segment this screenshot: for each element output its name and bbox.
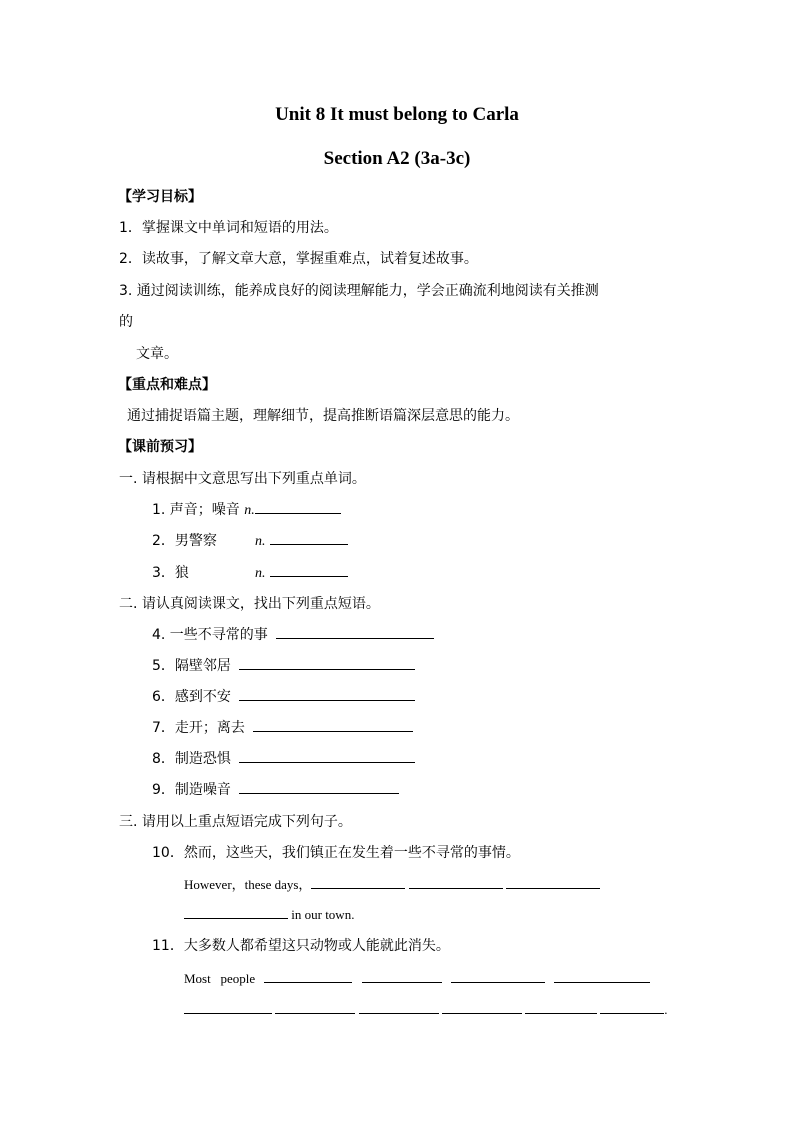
answer-blank[interactable] (600, 999, 664, 1014)
answer-blank[interactable] (255, 499, 341, 514)
page-subtitle: Section A2 (3a-3c) (323, 148, 471, 169)
goal-item-2: 2．读故事，了解文章大意，掌握重难点，试着复述故事。 (119, 251, 478, 267)
goal-item-3: 3. 通过阅读训练，能养成良好的阅读理解能力，学会正确流利地阅读有关推测 (119, 283, 599, 299)
answer-blank[interactable] (270, 562, 348, 577)
goals-heading: 【学习目标】 (118, 189, 202, 205)
preview-heading: 【课前预习】 (118, 439, 202, 455)
phrase-label: 8．制造恐惧 (152, 751, 231, 767)
phrase-label: 5．隔壁邻居 (152, 658, 231, 674)
answer-blank[interactable] (362, 968, 442, 983)
phrase-label: 6．感到不安 (152, 689, 231, 705)
word-label: 1. 声音；噪音 (152, 502, 240, 518)
answer-blank[interactable] (275, 999, 355, 1014)
answer-blank[interactable] (253, 717, 413, 732)
part1-instruction: 一. 请根据中文意思写出下列重点单词。 (119, 471, 366, 487)
answer-blank[interactable] (451, 968, 545, 983)
answer-blank[interactable] (409, 874, 503, 889)
phrase-item-9 (152, 779, 399, 799)
goal-item-3-wrap: 的 (119, 314, 133, 330)
q11-prompt: 11．大多数人都希望这只动物或人能就此消失。 (152, 938, 450, 954)
answer-blank[interactable] (506, 874, 600, 889)
word-item-3 (152, 562, 348, 582)
phrase-item-7 (152, 717, 413, 737)
phrase-item-5 (152, 655, 415, 675)
answer-blank[interactable] (276, 624, 434, 639)
goal-item-3-cont: 文章。 (136, 346, 178, 362)
answer-blank[interactable] (359, 999, 439, 1014)
phrase-item-8 (152, 748, 415, 768)
q11-lead-text: Most people (184, 971, 256, 986)
answer-blank[interactable] (264, 968, 352, 983)
key-points-text: 通过捕捉语篇主题，理解细节，提高推断语篇深层意思的能力。 (127, 408, 519, 424)
phrase-label: 9．制造噪音 (152, 782, 231, 798)
goal-item-1: 1．掌握课文中单词和短语的用法。 (119, 220, 338, 236)
part2-instruction: 二. 请认真阅读课文，找出下列重点短语。 (119, 596, 380, 612)
answer-blank[interactable] (239, 748, 415, 763)
answer-blank[interactable] (525, 999, 597, 1014)
phrase-label: 7．走开；离去 (152, 720, 245, 736)
pos-label: n. (255, 566, 266, 581)
answer-blank[interactable] (311, 874, 405, 889)
phrase-item-4 (152, 624, 434, 644)
answer-blank[interactable] (184, 904, 288, 919)
answer-blank[interactable] (442, 999, 522, 1014)
answer-blank[interactable] (239, 686, 415, 701)
answer-blank[interactable] (239, 779, 399, 794)
part3-instruction: 三. 请用以上重点短语完成下列句子。 (119, 814, 352, 830)
q10-end-text: in our town. (291, 907, 355, 922)
answer-blank[interactable] (554, 968, 650, 983)
q10-prompt: 10．然而，这些天，我们镇正在发生着一些不寻常的事情。 (152, 845, 520, 861)
key-points-heading: 【重点和难点】 (118, 377, 216, 393)
pos-label: n. (255, 534, 266, 549)
phrase-label: 4. 一些不寻常的事 (152, 627, 268, 643)
answer-blank[interactable] (270, 530, 348, 545)
q11-line-1 (184, 968, 650, 987)
word-label: 2．男警察 (152, 533, 217, 549)
q11-line-2 (184, 999, 668, 1018)
word-item-2 (152, 530, 348, 550)
word-item-1 (152, 499, 341, 519)
q10-lead-text: However，these days， (184, 877, 312, 892)
phrase-item-6 (152, 686, 415, 706)
pos-label: n. (244, 503, 255, 518)
q10-line-1 (184, 874, 600, 893)
answer-blank[interactable] (184, 999, 272, 1014)
q10-line-2 (184, 904, 354, 923)
page-title: Unit 8 It must belong to Carla (275, 104, 519, 125)
answer-blank[interactable] (239, 655, 415, 670)
word-label: 3．狼 (152, 565, 189, 581)
q11-end-text: . (664, 1002, 668, 1017)
